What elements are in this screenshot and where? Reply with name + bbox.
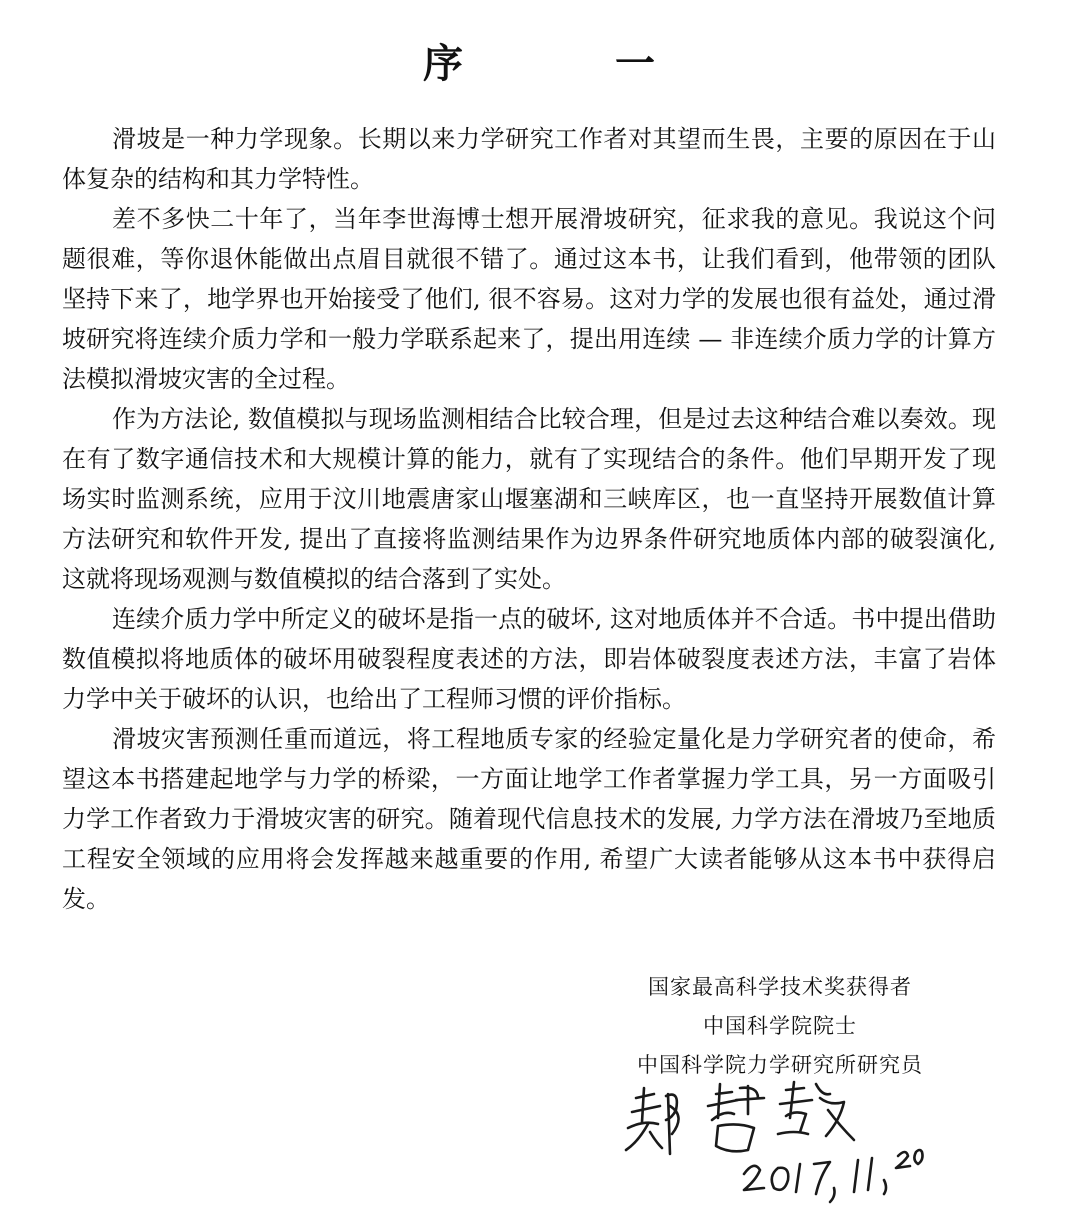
- paragraph-4: 连续介质力学中所定义的破坏是指一点的破坏, 这对地质体并不合适。书中提出借助数值模拟将地质体的破坏用破裂程度表述的方法，即岩体破裂度表述方法，丰富了岩体力学中关于破坏的认识，也给出了工程师习惯的评价指标。: [62, 605, 996, 713]
- title-char-1: 序: [423, 41, 465, 87]
- credential-award: 国家最高科学技术奖获得者: [648, 975, 912, 999]
- preface-body: [62, 119, 996, 919]
- paragraph-3: 作为方法论, 数值模拟与现场监测相结合比较合理，但是过去这种结合难以奏效。现在有了数字通信技术和大规模计算的能力，就有了实现结合的条件。他们早期开发了现场实时监测系统，应用于汶川地震唐家山堰塞湖和三峡库区，也一直坚持开展数值计算方法研究和软件开发, 提出了直接将监测结果作为边界条件研究地质体内部的破裂演化, 这就将现场观测与数值模拟的结合落到了实处。: [62, 405, 996, 593]
- paragraph-2: 差不多快二十年了，当年李世海博士想开展滑坡研究，征求我的意见。我说这个问题很难，等你退休能做出点眉目就很不错了。通过这本书，让我们看到，他带领的团队坚持下来了，地学界也开始接受了他们, 很不容易。这对力学的发展也很有益处，通过滑坡研究将连续介质力学和一般力学联系起来了，提出用连续 — 非连续介质力学的计算方法模拟滑坡灾害的全过程。: [62, 205, 996, 393]
- paragraph-5: 滑坡灾害预测任重而道远，将工程地质专家的经验定量化是力学研究者的使命，希望这本书搭建起地学与力学的桥梁，一方面让地学工作者掌握力学工具，另一方面吸引力学工作者致力于滑坡灾害的研究。随着现代信息技术的发展, 力学方法在滑坡乃至地质工程安全领域的应用将会发挥越来越重要的作用, 希望广大读者能够从这本书中获得启发。: [62, 725, 996, 913]
- paragraph-1: 滑坡是一种力学现象。长期以来力学研究工作者对其望而生畏，主要的原因在于山体复杂的结构和其力学特性。: [62, 125, 996, 193]
- title-char-2: 一: [615, 41, 657, 87]
- preface-title: [0, 36, 1080, 92]
- credential-academician: 中国科学院院士: [703, 1014, 857, 1038]
- credential-researcher: 中国科学院力学研究所研究员: [637, 1053, 923, 1077]
- handwritten-signature: [608, 1076, 938, 1206]
- author-credentials: [560, 968, 1000, 1085]
- signature-name: [626, 1082, 854, 1154]
- signature-date: [744, 1150, 923, 1202]
